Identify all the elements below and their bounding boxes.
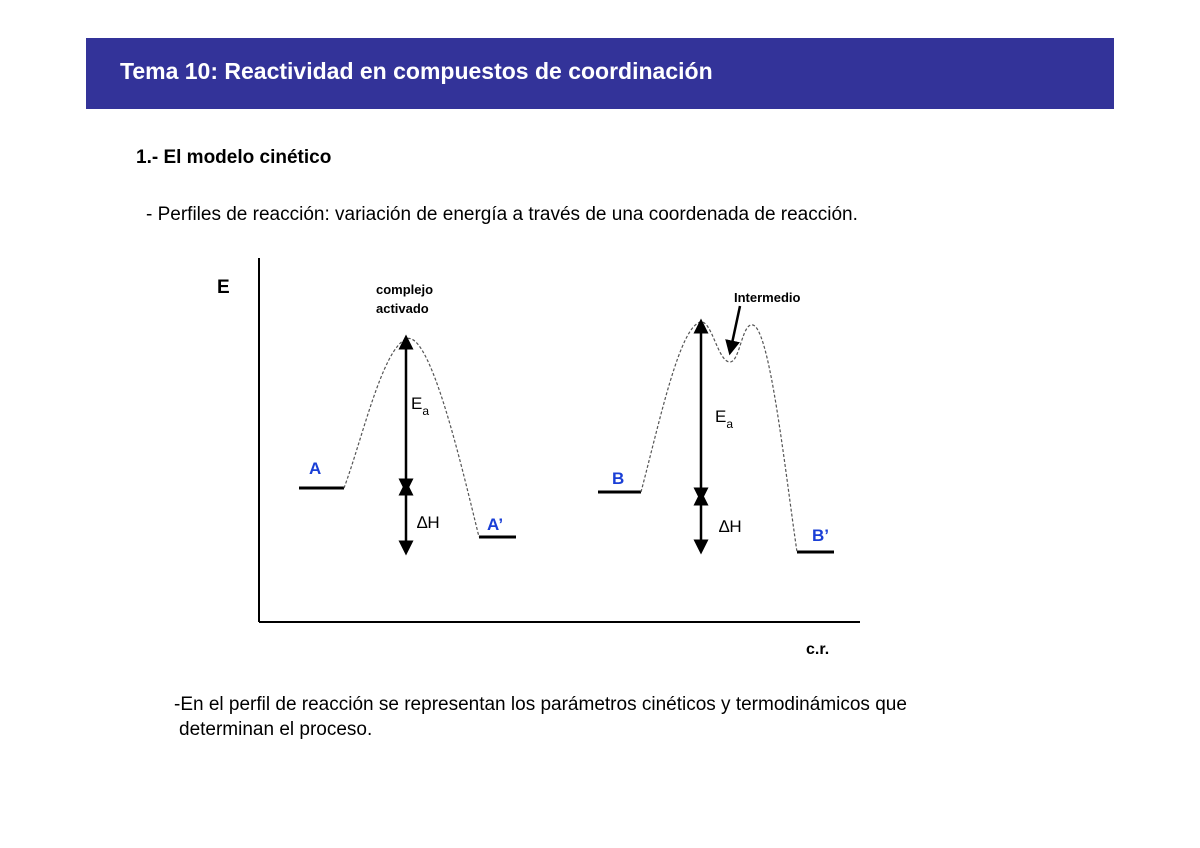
label-complejo: complejo: [376, 282, 434, 297]
label-dh-1: ∆H: [417, 513, 440, 532]
section-heading: 1.- El modelo cinético: [136, 147, 332, 168]
page-title: Tema 10: Reactividad en compuestos de coordinación: [120, 58, 713, 84]
bullet-text: - Perfiles de reacción: variación de energía a través de una coordenada de reacción.: [146, 204, 858, 225]
intermediate-pointer-arrow: [731, 306, 740, 348]
label-activado: activado: [376, 301, 429, 316]
label-dh-2: ∆H: [719, 517, 742, 536]
y-axis-label: E: [217, 277, 230, 298]
label-A-prime: A’: [487, 515, 504, 534]
label-B: B: [612, 469, 625, 488]
label-A: A: [309, 459, 322, 478]
label-ea-1: $E_a$: [411, 394, 430, 418]
note-line-2: determinan el proceso.: [179, 719, 373, 740]
label-ea-2: $E_a$: [715, 407, 734, 431]
x-axis-label: c.r.: [806, 641, 830, 658]
label-B-prime: B’: [812, 526, 829, 545]
energy-curve-1: [344, 338, 479, 537]
profile-single-step: [299, 282, 516, 548]
label-intermedio: Intermedio: [734, 290, 801, 305]
profile-with-intermediate: [598, 290, 834, 552]
conclusion-note: [174, 692, 1094, 742]
note-line-1: -En el perfil de reacción se representan los parámetros cinéticos y termodinámicos que: [174, 694, 907, 715]
